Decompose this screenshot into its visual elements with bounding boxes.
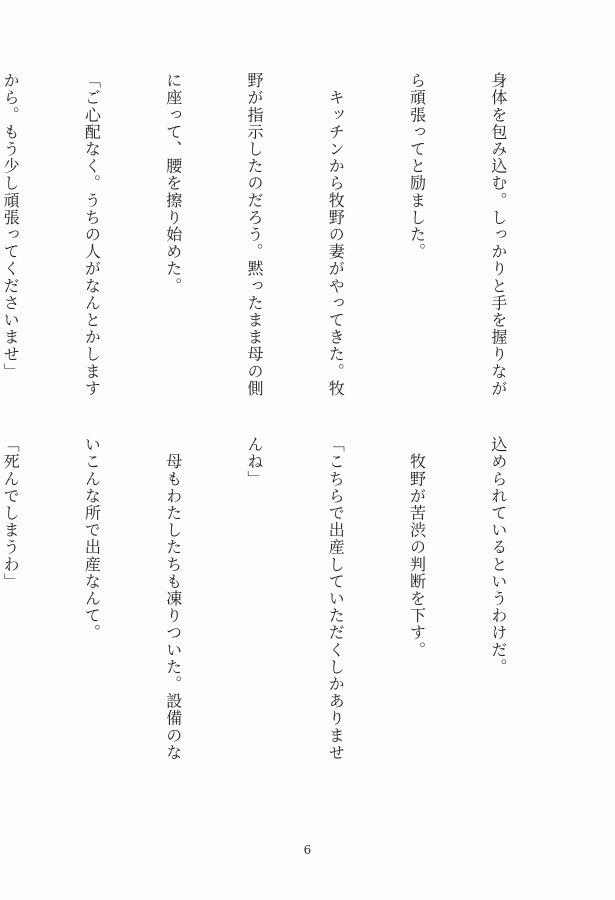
text-line: キッチンから牧野の妻がやってきた。牧 <box>326 72 346 397</box>
page-number: 6 <box>303 843 312 857</box>
text-line: ら頑張ってと励ました。 <box>407 72 427 261</box>
text-line: 牧野が苦渋の判断を下す。 <box>407 436 427 659</box>
text-line: 母もわたしたちも凍りついた。設備のな <box>163 436 183 761</box>
text-line: から。もう少し頑張ってくださいませ」 <box>1 72 21 380</box>
text-line: 込められているというわけだ。 <box>488 436 508 676</box>
text-line: に座って、腰を擦り始めた。 <box>163 72 183 295</box>
text-line: 野が指示したのだろう。黙ったまま母の側 <box>244 72 264 397</box>
text-line: 「ご心配なく。うちの人がなんとかします <box>82 72 102 397</box>
text-line: 「死んでしまうわ」 <box>1 436 21 590</box>
text-line: 「こちらで出産していただくしかありませ <box>326 436 346 761</box>
lower-text-block <box>1 436 566 808</box>
upper-text-block <box>1 72 566 412</box>
text-line: んね」 <box>244 436 264 488</box>
text-line: 身体を包み込む。しっかりと手を握りなが <box>488 72 508 397</box>
text-line: いこんな所で出産なんて。 <box>82 436 102 642</box>
